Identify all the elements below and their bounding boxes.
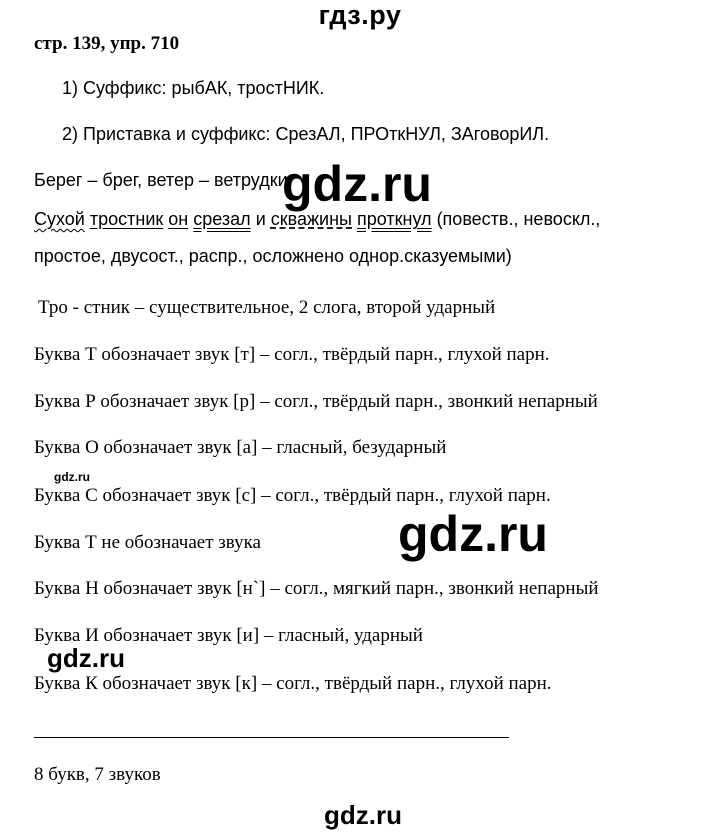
letter-line-6: Буква Н обозначает звук [н`] – согл., мягкий парн., звонкий непарный: [34, 578, 599, 599]
word-protknul: проткнул: [357, 209, 432, 229]
watermark-large-middle: gdz.ru: [398, 506, 548, 562]
letter-line-4: Буква С обозначает звук [с] – согл., твёрдый парн., глухой парн.: [34, 485, 551, 506]
watermark-large-top: gdz.ru: [282, 156, 432, 212]
item-1: 1) Суффикс: рыбАК, тростНИК.: [62, 78, 325, 98]
watermark-small: gdz.ru: [54, 470, 90, 484]
exercise-header: стр. 139, упр. 710: [34, 33, 180, 54]
word-trostnik: тростник: [89, 209, 164, 229]
word-i: и: [255, 209, 266, 229]
watermark-bottom: gdz.ru: [324, 800, 402, 830]
word-suhoy: Сухой: [34, 209, 85, 229]
sentence-tail: (повеств., невоскл.,: [431, 209, 601, 229]
summary-line: 8 букв, 7 звуков: [34, 764, 161, 785]
letter-line-2: Буква Р обозначает звук [р] – согл., твёрдый парн., звонкий непарный: [34, 391, 598, 412]
word-skvazhiny: скважины: [270, 209, 352, 229]
word-on: он: [168, 209, 189, 229]
divider-line: [34, 737, 509, 738]
item-2: 2) Приставка и суффикс: СрезАЛ, ПРОткНУЛ, ЗАговорИЛ.: [62, 124, 550, 144]
letter-line-7: Буква И обозначает звук [и] – гласный, ударный: [34, 625, 423, 646]
word-srezal: срезал: [193, 209, 251, 229]
letter-line-1: Буква Т обозначает звук [т] – согл., твёрдый парн., глухой парн.: [34, 344, 550, 365]
letter-line-5: Буква Т не обозначает звука: [34, 532, 261, 553]
watermark-medium: gdz.ru: [47, 643, 125, 673]
letter-line-8: Буква К обозначает звук [к] – согл., твёрдый парн., глухой парн.: [34, 673, 552, 694]
site-title: гдз.ру: [318, 0, 402, 30]
sentence-line-2: простое, двусост., распр., осложнено однор.сказуемыми): [34, 246, 512, 266]
syllable-line: Тро - стник – существительное, 2 слога, второй ударный: [38, 297, 496, 318]
letter-line-3: Буква О обозначает звук [а] – гласный, безударный: [34, 437, 447, 458]
bereg-line: Берег – брег, ветер – ветрудки.: [34, 170, 293, 190]
